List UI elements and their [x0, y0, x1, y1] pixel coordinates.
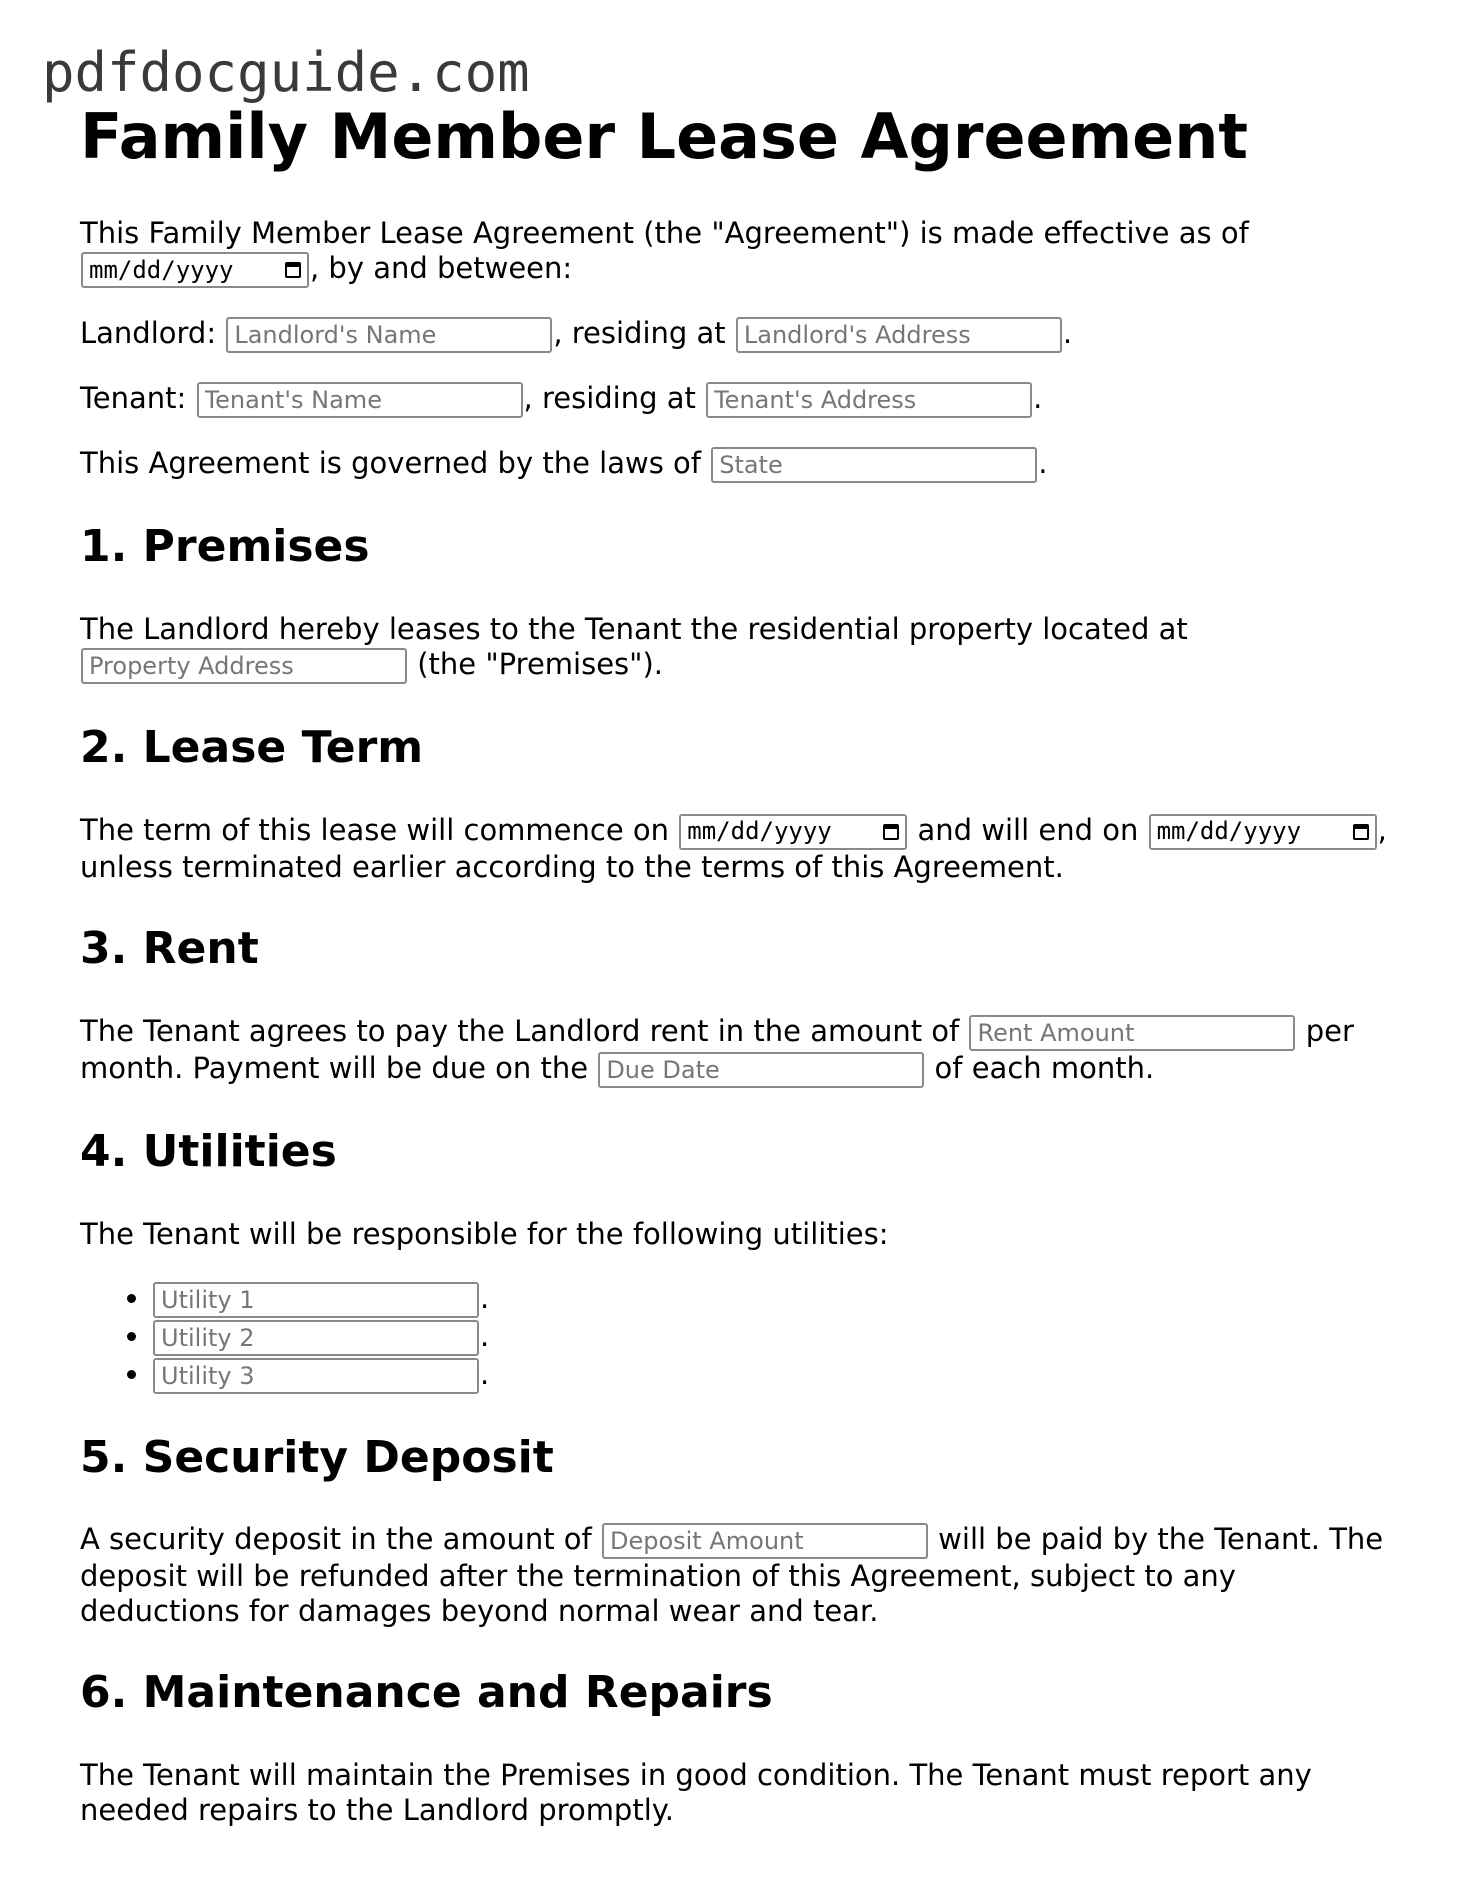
- deposit-paragraph: [80, 1522, 1400, 1629]
- governing-law-end: .: [1038, 446, 1048, 481]
- rent-text-end: of each month.: [925, 1050, 1155, 1085]
- effective-date-field[interactable]: [81, 252, 309, 288]
- list-item-end: .: [480, 1280, 490, 1315]
- tenant-address-input[interactable]: [706, 382, 1032, 418]
- rent-text-middle: per month. Payment will be due on the: [80, 1013, 1354, 1085]
- utility-3-input[interactable]: [153, 1358, 479, 1394]
- tenant-end: .: [1033, 381, 1043, 416]
- section-heading-utilities: 4. Utilities: [80, 1125, 337, 1177]
- end-date-field[interactable]: [1149, 814, 1377, 850]
- list-item: [152, 1356, 1400, 1394]
- end-date-placeholder: mm/dd/yyyy: [1156, 817, 1302, 846]
- deposit-text-end: will be paid by the Tenant. The deposit will be refunded after the termination of this Agreement, subject to any deductions for damages beyond normal wear and tear.: [80, 1522, 1384, 1629]
- lease-term-text: The term of this lease will commence on: [80, 812, 679, 847]
- calendar-icon[interactable]: [883, 824, 899, 840]
- property-address-input[interactable]: [81, 648, 407, 684]
- tenant-name-input[interactable]: [197, 382, 523, 418]
- section-heading-maintenance: 6. Maintenance and Repairs: [80, 1667, 773, 1719]
- watermark: pdfdocguide.com: [42, 41, 530, 104]
- landlord-name-input[interactable]: [226, 317, 552, 353]
- landlord-label: Landlord:: [80, 316, 226, 351]
- section-heading-rent: 3. Rent: [80, 922, 259, 974]
- calendar-icon[interactable]: [285, 262, 301, 278]
- utilities-list: [80, 1280, 1400, 1394]
- rent-amount-input[interactable]: [969, 1015, 1295, 1051]
- section-heading-security-deposit: 5. Security Deposit: [80, 1431, 554, 1483]
- deposit-amount-input[interactable]: [602, 1523, 928, 1559]
- utility-2-input[interactable]: [153, 1320, 479, 1356]
- landlord-end: .: [1062, 316, 1073, 351]
- effective-date-placeholder: mm/dd/yyyy: [89, 255, 234, 284]
- landlord-residing-text: , residing at: [553, 316, 735, 351]
- section-heading-premises: 1. Premises: [80, 521, 370, 573]
- rent-text: The Tenant agrees to pay the Landlord rent in the amount of: [80, 1013, 969, 1048]
- governing-law-paragraph: [80, 446, 1400, 483]
- intro-text: This Family Member Lease Agreement (the "Agreement") is made effective as of: [80, 216, 1249, 251]
- lease-term-end: , unless terminated earlier according to the terms of this Agreement.: [80, 812, 1387, 884]
- start-date-field[interactable]: [679, 814, 907, 850]
- utilities-paragraph: The Tenant will be responsible for the following utilities:: [80, 1216, 889, 1251]
- list-item-end: .: [480, 1318, 490, 1353]
- rent-paragraph: [80, 1014, 1400, 1088]
- utility-1-input[interactable]: [153, 1282, 479, 1318]
- premises-paragraph: [80, 612, 1400, 684]
- landlord-address-input[interactable]: [736, 317, 1062, 353]
- premises-text: The Landlord hereby leases to the Tenant the residential property located at: [80, 612, 1188, 647]
- premises-text-end: (the "Premises").: [408, 647, 664, 682]
- tenant-label: Tenant:: [80, 381, 196, 416]
- tenant-residing-text: , residing at: [523, 381, 706, 416]
- list-item: [152, 1280, 1400, 1318]
- list-item: [152, 1318, 1400, 1356]
- lease-term-middle: and will end on: [908, 812, 1148, 847]
- due-date-input[interactable]: [598, 1052, 924, 1088]
- governing-law-text: This Agreement is governed by the laws of: [80, 446, 711, 481]
- section-heading-lease-term: 2. Lease Term: [80, 722, 424, 774]
- state-input[interactable]: [711, 447, 1037, 483]
- tenant-paragraph: [80, 381, 1400, 418]
- lease-term-paragraph: [80, 813, 1400, 885]
- deposit-text: A security deposit in the amount of: [80, 1522, 601, 1557]
- intro-text-end: , by and between:: [310, 251, 573, 286]
- list-item-end: .: [480, 1356, 490, 1391]
- start-date-placeholder: mm/dd/yyyy: [687, 817, 832, 846]
- landlord-paragraph: [80, 316, 1400, 353]
- lease-document: [80, 100, 1400, 1856]
- calendar-icon[interactable]: [1353, 824, 1369, 840]
- page-title: Family Member Lease Agreement: [80, 100, 1249, 173]
- intro-paragraph: [80, 216, 1400, 288]
- maintenance-paragraph: The Tenant will maintain the Premises in good condition. The Tenant must report any needed repairs to the Landlord promptly.: [80, 1758, 1312, 1828]
